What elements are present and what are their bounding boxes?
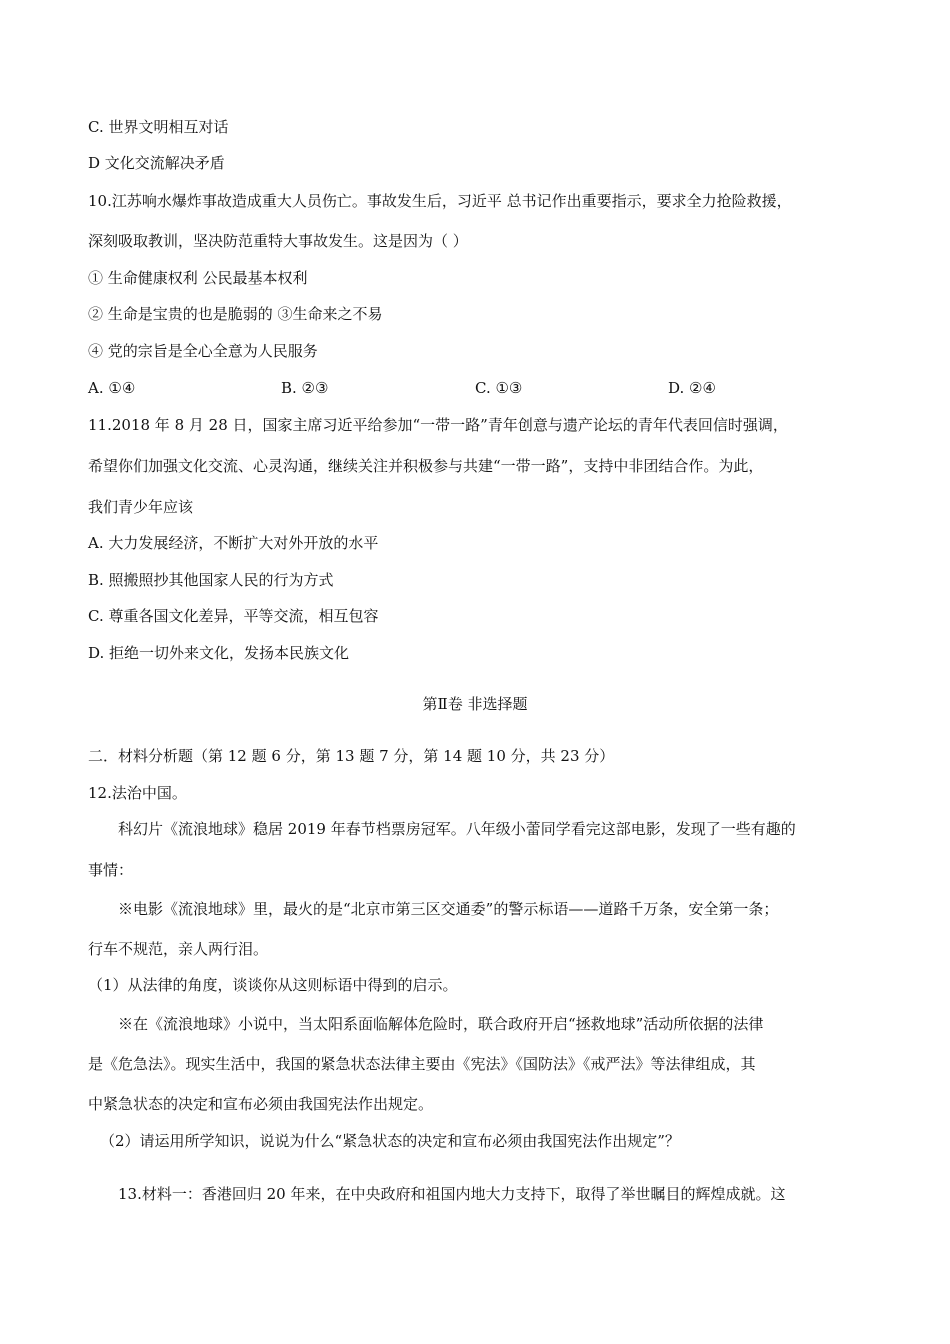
q11-option-c: C. 尊重各国文化差异，平等交流，相互包容 (88, 607, 379, 625)
section-title: 第Ⅱ卷 非选择题 (422, 695, 528, 713)
q10-option-a: A. ①④ (88, 379, 136, 397)
q11-option-a: A. 大力发展经济，不断扩大对外开放的水平 (88, 534, 379, 552)
q10-item-1: ① 生命健康权利 公民最基本权利 (88, 269, 308, 287)
section-heading: 二．材料分析题（第 12 题 6 分，第 13 题 7 分，第 14 题 10 分，共 23 分） (88, 747, 615, 765)
q12-title: 12.法治中国。 (88, 784, 187, 802)
q10-option-d: D. ②④ (668, 379, 716, 397)
q12-para1-line1: 科幻片《流浪地球》稳居 2019 年春节档票房冠军。八年级小蕾同学看完这部电影，发现了一些有趣的 (118, 820, 796, 838)
q10-item-4: ④ 党的宗旨是全心全意为人民服务 (88, 342, 318, 360)
q12-para2-line1: ※电影《流浪地球》里，最火的是“北京市第三区交通委”的警示标语——道路千万条，安全第一条； (118, 900, 779, 918)
q11-stem-line2: 希望你们加强文化交流、心灵沟通，继续关注并积极参与共建“一带一路”，支持中非团结合作。为此， (88, 457, 764, 475)
q12-para3-line2: 是《危急法》。现实生活中，我国的紧急状态法律主要由《宪法》《国防法》《戒严法》等法律组成，其 (88, 1055, 756, 1073)
q12-subquestion-2: （2）请运用所学知识，说说为什么“紧急状态的决定和宣布必须由我国宪法作出规定”？ (100, 1132, 680, 1150)
q13-line1: 13.材料一：香港回归 20 年来，在中央政府和祖国内地大力支持下，取得了举世瞩目的辉煌成就。这 (118, 1185, 786, 1203)
q9-option-d: D 文化交流解决矛盾 (88, 154, 225, 172)
q12-subquestion-1: （1）从法律的角度，谈谈你从这则标语中得到的启示。 (88, 976, 458, 994)
q11-stem-line3: 我们青少年应该 (88, 498, 194, 516)
q10-item-2-3: ② 生命是宝贵的也是脆弱的 ③生命来之不易 (88, 305, 383, 323)
q11-option-d: D. 拒绝一切外来文化，发扬本民族文化 (88, 644, 350, 662)
q10-stem-line1: 10.江苏响水爆炸事故造成重大人员伤亡。事故发生后，习近平 总书记作出重要指示，要求全力抢险救援， (88, 192, 792, 210)
q12-para1-line2: 事情： (88, 861, 134, 879)
q12-para2-line2: 行车不规范，亲人两行泪。 (88, 940, 269, 958)
q10-option-b: B. ②③ (281, 379, 329, 397)
q12-para3-line3: 中紧急状态的决定和宣布必须由我国宪法作出规定。 (88, 1095, 434, 1113)
q10-option-c: C. ①③ (475, 379, 523, 397)
q10-stem-line2: 深刻吸取教训，坚决防范重特大事故发生。这是因为（ ） (88, 232, 468, 250)
q11-stem-line1: 11.2018 年 8 月 28 日，国家主席习近平给参加“一带一路”青年创意与遗产论坛的青年代表回信时强调， (88, 416, 788, 434)
q9-option-c: C. 世界文明相互对话 (88, 118, 229, 136)
q11-option-b: B. 照搬照抄其他国家人民的行为方式 (88, 571, 334, 589)
q12-para3-line1: ※在《流浪地球》小说中，当太阳系面临解体危险时，联合政府开启“拯救地球”活动所依据的法律 (118, 1015, 764, 1033)
